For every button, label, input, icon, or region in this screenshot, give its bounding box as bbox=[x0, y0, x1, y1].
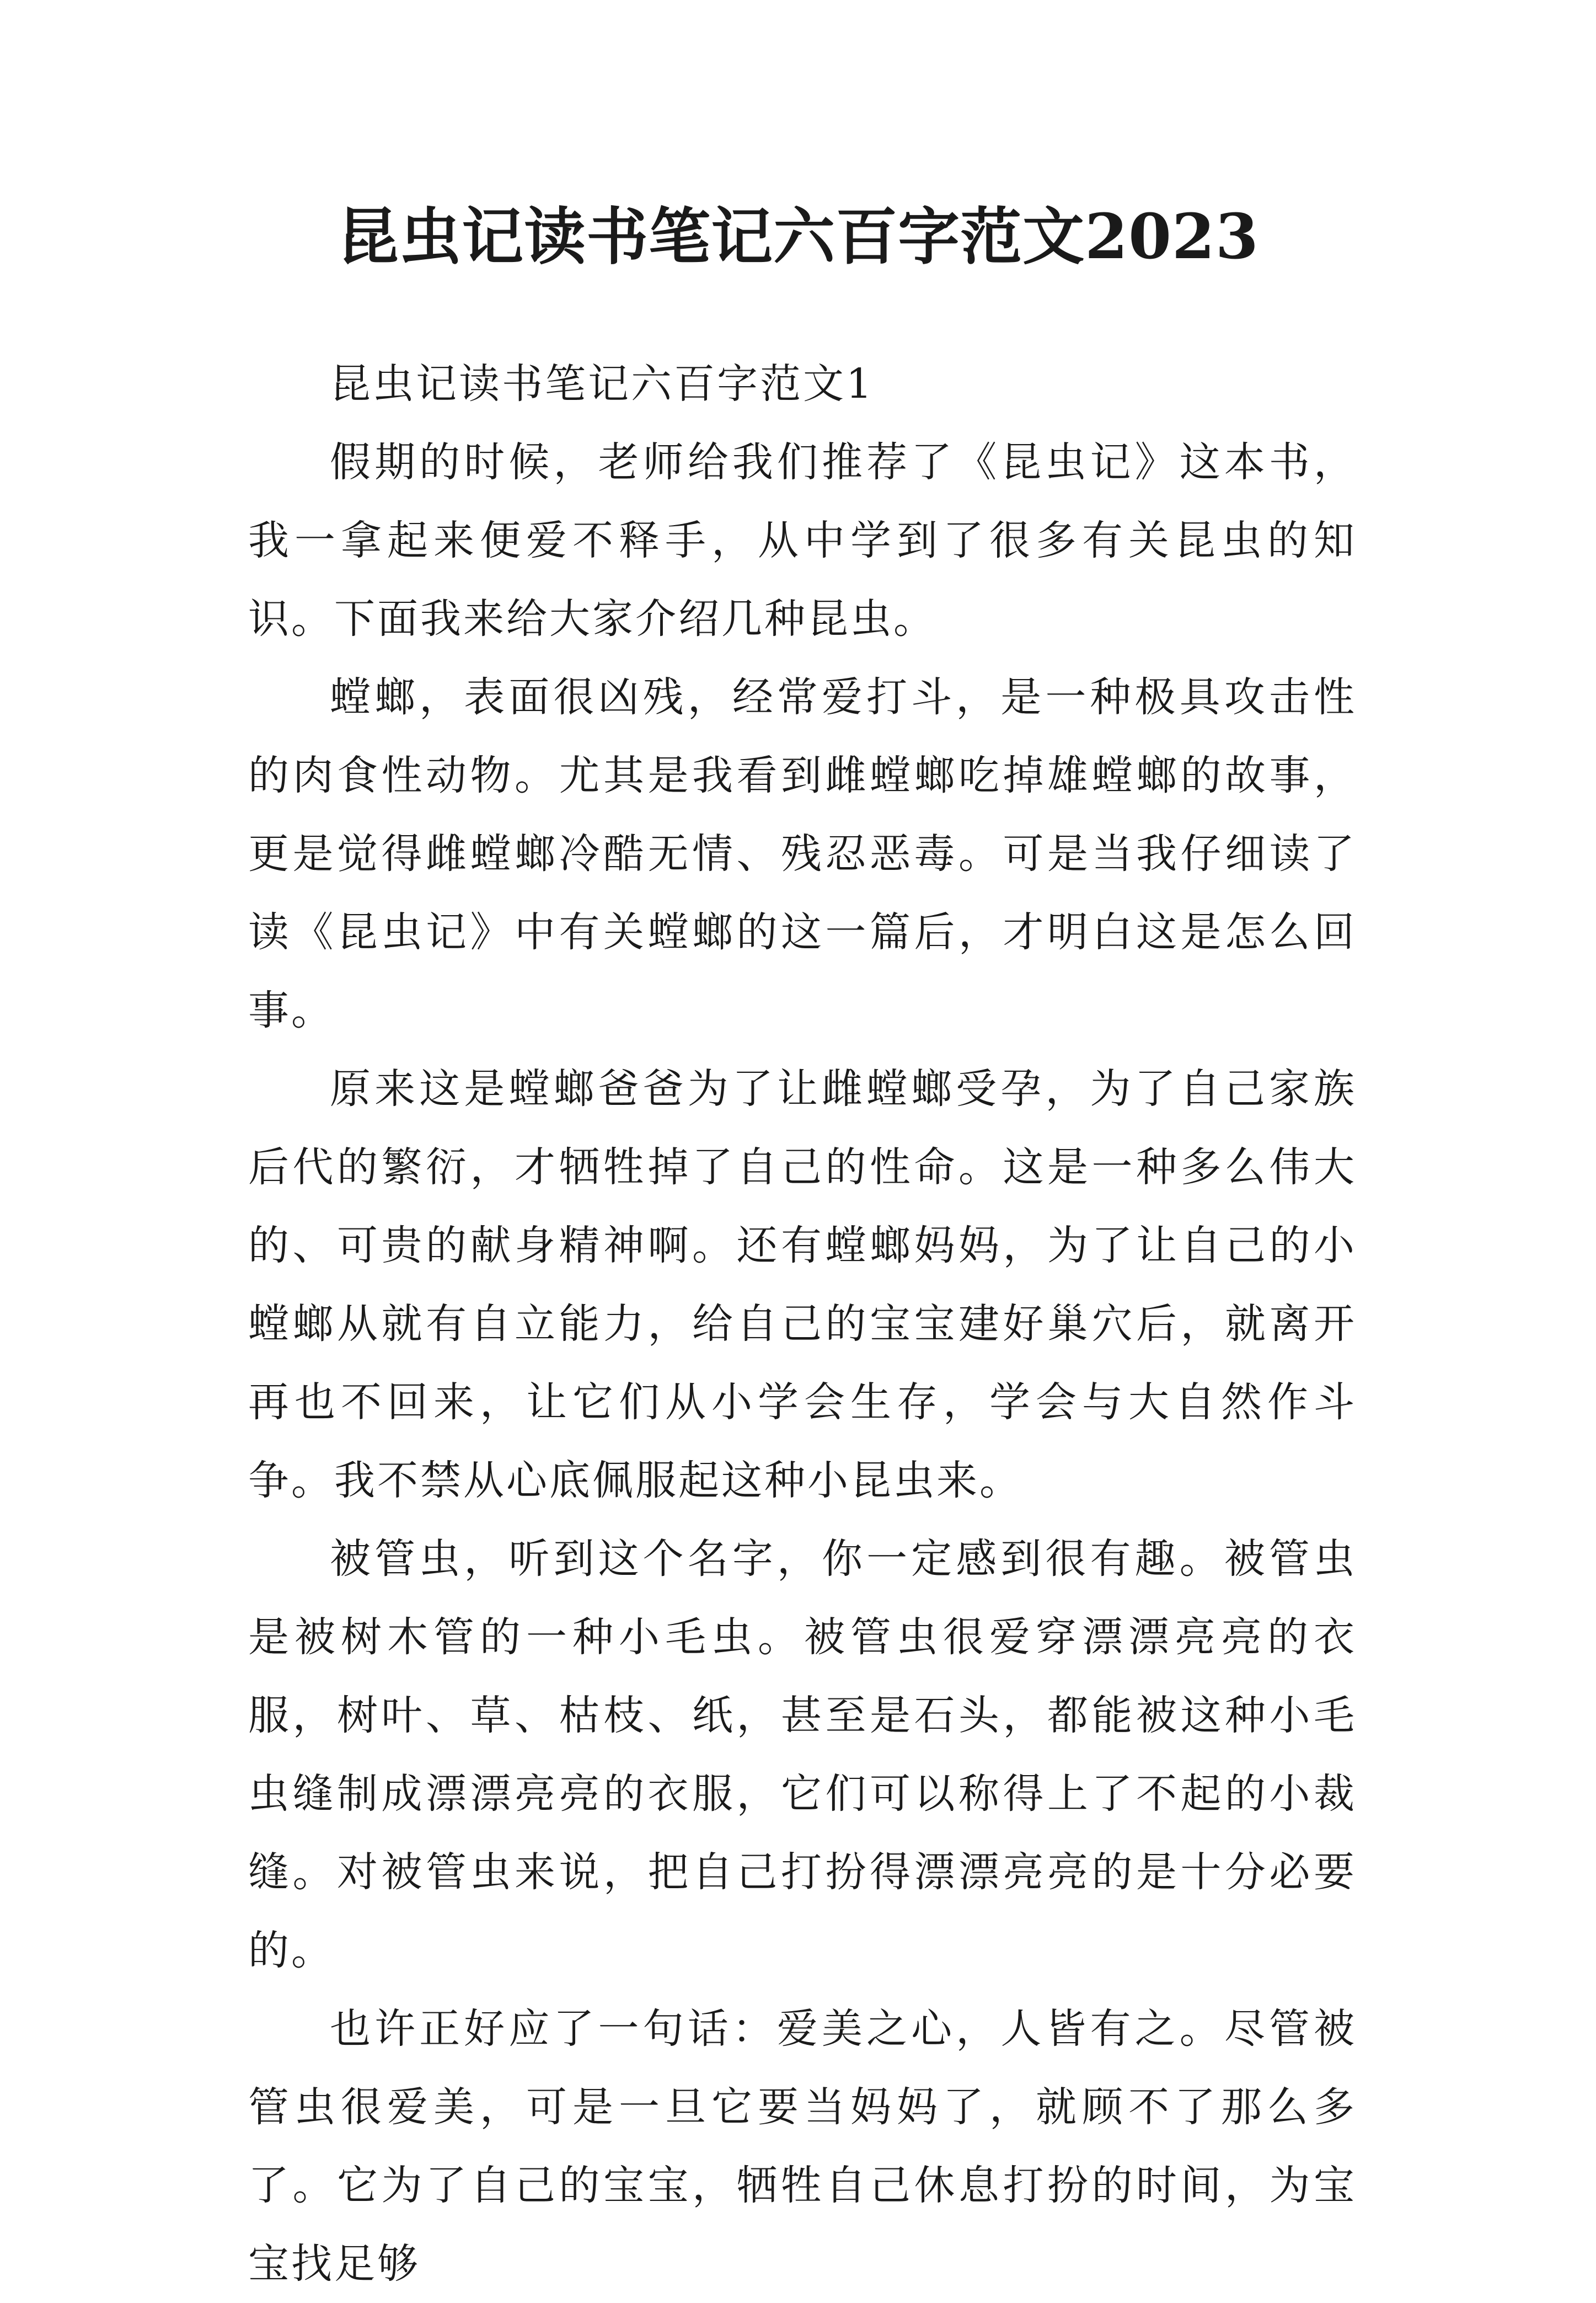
paragraph: 原来这是螳螂爸爸为了让雌螳螂受孕，为了自己家族后代的繁衍，才牺牲掉了自己的性命。这是一种多么伟大的、可贵的献身精神啊。还有螳螂妈妈，为了让自己的小螳螂从就有自立能力，给自己的宝宝建好巢穴后，就离开再也不回来，让它们从小学会生存，学会与大自然作斗争。我不禁从心底佩服起这种小昆虫来。 bbox=[248, 1065, 1357, 1504]
paragraph: 也许正好应了一句话：爱美之心，人皆有之。尽管被管虫很爱美，可是一旦它要当妈妈了，就顾不了那么多了。它为了自己的宝宝，牺牲自己休息打扮的时间，为宝宝找足够 bbox=[248, 2005, 1357, 2288]
paragraph: 螳螂，表面很凶残，经常爱打斗，是一种极具攻击性的肉食性动物。尤其是我看到雌螳螂吃掉雄螳螂的故事，更是觉得雌螳螂冷酷无情、残忍恶毒。可是当我仔细读了读《昆虫记》中有关螳螂的这一篇后，才明白这是怎么回事。 bbox=[248, 674, 1357, 1034]
section-heading: 昆虫记读书笔记六百字范文1 bbox=[330, 360, 875, 408]
paragraph: 假期的时候，老师给我们推荐了《昆虫记》这本书，我一拿起来便爱不释手，从中学到了很多有关昆虫的知识。下面我来给大家介绍几种昆虫。 bbox=[248, 439, 1357, 643]
document-body bbox=[248, 345, 1357, 2303]
document-title: 昆虫记读书笔记六百字范文2023 bbox=[337, 201, 1259, 273]
paragraph: 被管虫，听到这个名字，你一定感到很有趣。被管虫是被树木管的一种小毛虫。被管虫很爱穿漂漂亮亮的衣服，树叶、草、枯枝、纸，甚至是石头，都能被这种小毛虫缝制成漂漂亮亮的衣服，它们可以称得上了不起的小裁缝。对被管虫来说，把自己打扮得漂漂亮亮的是十分必要的。 bbox=[248, 1535, 1357, 1974]
